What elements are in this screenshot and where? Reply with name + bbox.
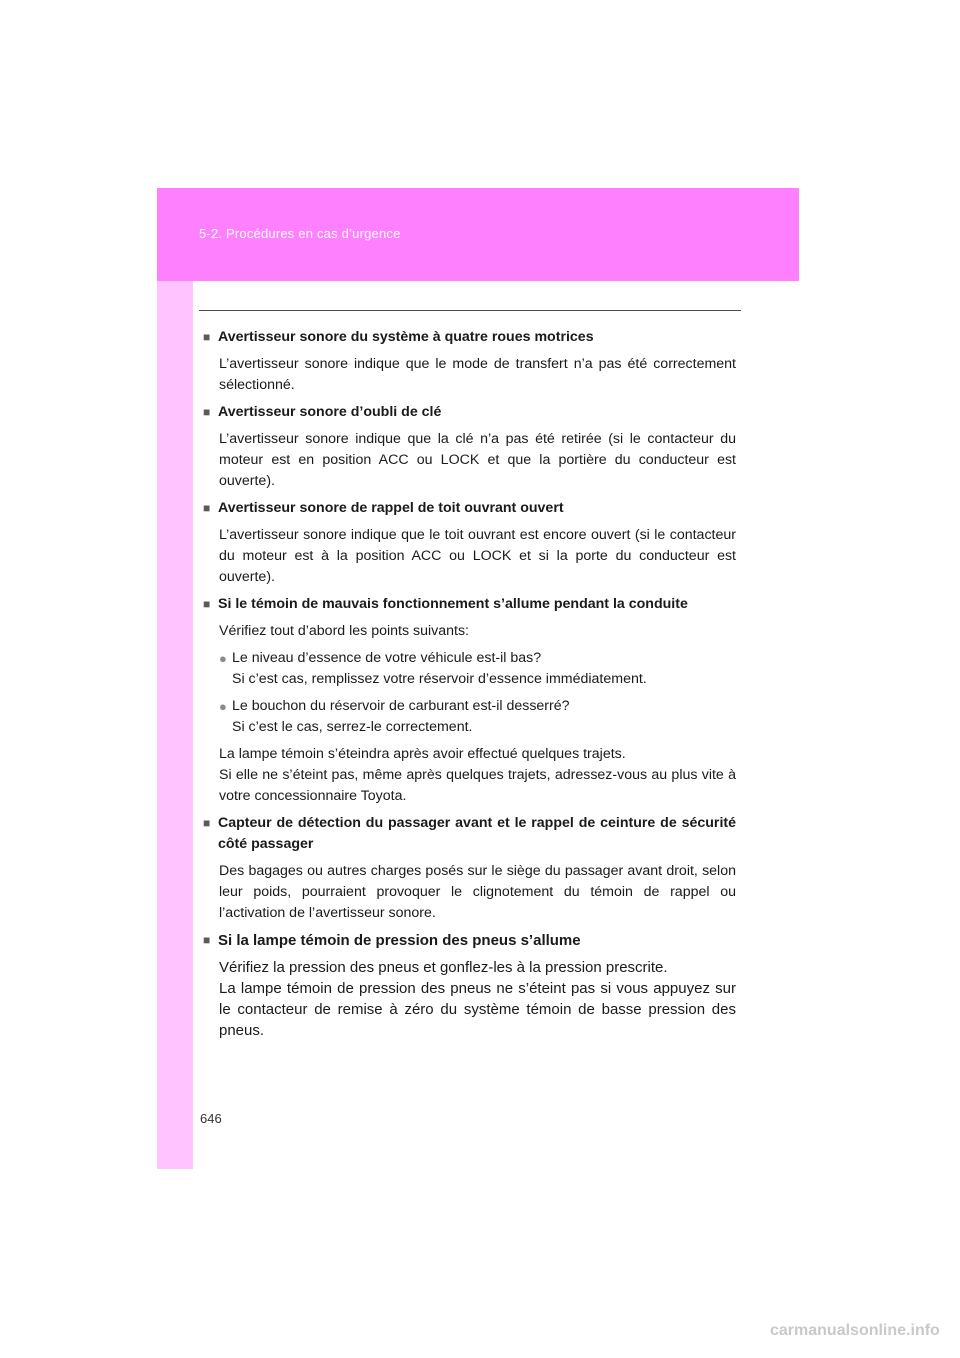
- section-4wd-buzzer: [203, 327, 736, 396]
- section-heading: [203, 594, 736, 615]
- heading-text: Capteur de détection du passager avant et le rappel de ceinture de sécurité côté passager: [218, 815, 736, 852]
- square-bullet-icon: ■: [203, 816, 211, 830]
- footer-watermark: carmanualsonline.info: [770, 1322, 940, 1339]
- heading-text: Avertisseur sonore d’oubli de clé: [218, 404, 442, 420]
- list-item-text: [232, 696, 736, 738]
- section-passenger-sensor: [203, 813, 736, 924]
- heading-text: Avertisseur sonore du système à quatre roues motrices: [218, 329, 594, 345]
- section-malfunction-light: [203, 594, 736, 807]
- section-key-reminder: [203, 402, 736, 492]
- list-item-text: [232, 648, 736, 690]
- list-item-question: Le niveau d’essence de votre véhicule est-il bas?: [232, 650, 542, 666]
- list-item-question: Le bouchon du réservoir de carburant est-il desserré?: [232, 698, 570, 714]
- section-heading: [203, 327, 736, 348]
- paragraph: [219, 957, 736, 1041]
- paragraph: L’avertisseur sonore indique que la clé n’a pas été retirée (si le contacteur du moteur est en position ACC ou LOCK et que la portière du conducteur est ouverte).: [219, 431, 736, 489]
- square-bullet-icon: ■: [203, 597, 211, 611]
- intro-paragraph: Vérifiez tout d’abord les points suivants:: [219, 623, 469, 639]
- heading-text: Si la lampe témoin de pression des pneus s’allume: [218, 932, 581, 949]
- closing-paragraph: [219, 744, 736, 807]
- square-bullet-icon: ■: [203, 330, 211, 344]
- circle-bullet-icon: ●: [219, 699, 227, 714]
- section-tire-pressure: [203, 930, 736, 1041]
- heading-text: Avertisseur sonore de rappel de toit ouvrant ouvert: [218, 500, 564, 516]
- paragraph-line: Vérifiez la pression des pneus et gonflez-les à la pression prescrite.: [219, 959, 668, 976]
- section-heading: [203, 402, 736, 423]
- closing-line: Si elle ne s’éteint pas, même après quelques trajets, adressez-vous au plus vite à votre concessionnaire Toyota.: [219, 767, 736, 804]
- section-heading: [203, 498, 736, 519]
- page-number: 646: [200, 1111, 222, 1126]
- list-item-answer: Si c’est le cas, serrez-le correctement.: [232, 719, 473, 735]
- paragraph: L’avertisseur sonore indique que le mode de transfert n’a pas été correctement sélectionné.: [219, 356, 736, 393]
- paragraph-line: La lampe témoin de pression des pneus ne s’éteint pas si vous appuyez sur le contacteur de remise à zéro du système témoin de basse pression des pneus.: [219, 980, 736, 1039]
- closing-line: La lampe témoin s’éteindra après avoir effectué quelques trajets.: [219, 746, 626, 762]
- square-bullet-icon: ■: [203, 405, 211, 419]
- top-rule: [199, 310, 741, 311]
- section-moonroof-reminder: [203, 498, 736, 588]
- page-content: [203, 327, 736, 1047]
- square-bullet-icon: ■: [203, 933, 211, 947]
- paragraph: L’avertisseur sonore indique que le toit ouvrant est encore ouvert (si le contacteur du moteur est à la position ACC ou LOCK et si la porte du conducteur est ouverte).: [219, 527, 736, 585]
- paragraph: Des bagages ou autres charges posés sur le siège du passager avant droit, selon leur poids, pourraient provoquer le clignotement du témoin de rappel ou l’activation de l’avertisseur sonore.: [219, 863, 736, 921]
- section-heading: [203, 813, 736, 855]
- list-item: [219, 696, 736, 738]
- list-item: [219, 648, 736, 690]
- circle-bullet-icon: ●: [219, 651, 227, 666]
- side-margin-strip: [157, 281, 193, 1169]
- section-title: 5-2. Procédures en cas d’urgence: [199, 226, 401, 241]
- list-item-answer: Si c’est cas, remplissez votre réservoir d’essence immédiatement.: [232, 671, 647, 687]
- square-bullet-icon: ■: [203, 501, 211, 515]
- section-heading: [203, 930, 736, 951]
- heading-text: Si le témoin de mauvais fonctionnement s’allume pendant la conduite: [218, 596, 688, 612]
